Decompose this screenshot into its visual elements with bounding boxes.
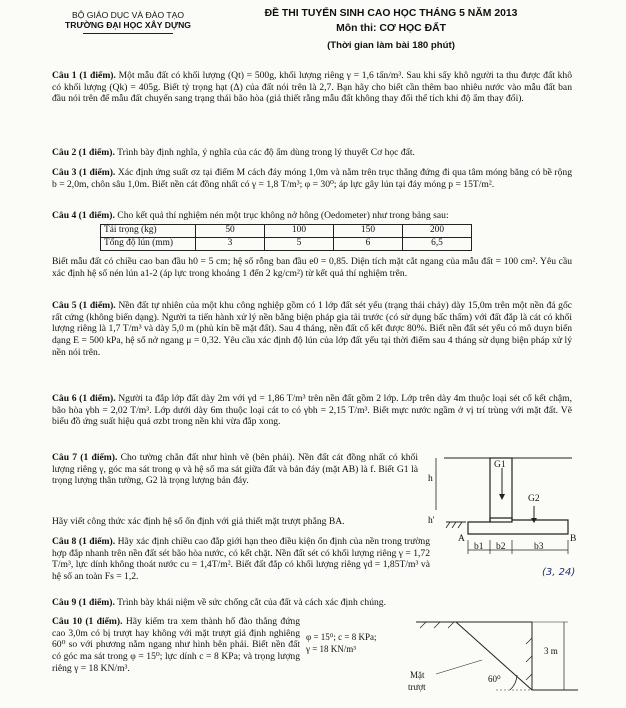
question-9 [52,597,572,609]
question-3 [52,167,572,190]
label-b2: b2 [496,542,506,552]
table-row [101,225,472,238]
table-cell: 5 [265,238,334,251]
header-rule [83,33,173,34]
question-label: Câu 9 (1 điểm). [52,597,115,608]
question-text: Hãy xác định chiều cao đắp giới hạn theo điều kiện ổn định của nền trong trường hợp đắp nhanh trên nền đất sét bão hòa nước, có kết chặt. Nền đất sét có khối lượng riêng γ = 1,72 T/m³, lực dính không thoát nước cu = 1,4T/m². Biết đất đắp có khối lượng riêng γd = 1,85T/m³ và hệ số an toàn Fs = 1,2. [52,536,430,583]
question-5 [52,300,572,359]
question-4-continued [52,256,572,279]
question-label: Câu 8 (1 điểm). [52,536,116,547]
question-text: Cho kết quả thí nghiệm nén một trục không nở hông (Oedometer) như trong bảng sau: [117,210,449,221]
question-text: Hãy kiểm tra xem thành hố đào thẳng đứng cao 3,0m có bị trượt hay không với mặt trượt giả định nghiêng 60⁰ so với phương nằm ngang như hình bên phải. Biết nền đất có góc ma sát trong φ = 15⁰; lực dính c = 8 KPa; và trọng lượng riêng γ = 18 KN/m³. [52,616,300,674]
label-h: h [428,474,433,484]
question-8 [52,536,430,583]
question-2 [52,147,572,159]
table-cell: 6,5 [403,238,472,251]
table-cell: 200 [403,225,472,238]
question-text: Cho tường chắn đất như hình vẽ (bên phải). Nền đất cát đồng nhất có khối lượng riêng γ, góc ma sát trong φ và hệ số ma sát giữa đất và bản đáy (mặt AB) là f. Biết G1 là trọng lượng thân tường, G2 là trọng lượng bản đáy. [52,452,419,487]
question-7 [52,452,418,487]
question-4 [52,210,572,222]
question-text: Người ta đắp lớp đất dày 2m với γd = 1,86 T/m³ trên nền đất gồm 2 lớp. Lớp trên dày 4m thuộc loại sét cố kết chậm, bão hòa γbh = 2,02 T/m³. Lớp dưới dày 6m thuộc loại cát to có γbh = 2,15 T/m³. Biết mực nước ngầm ở vị trí trùng với mặt đất. Vẽ biểu đồ ứng suất hiệu quả σzbt trong nền khi vừa đắp xong. [52,393,572,428]
label-h-prime: h' [428,516,435,526]
table-cell: 50 [196,225,265,238]
table-cell: 3 [196,238,265,251]
table-row [101,238,472,251]
question-label: Câu 5 (1 điểm). [52,300,116,311]
subject-title: Môn thi: CƠ HỌC ĐẤT [336,22,446,34]
excavation-params-1: φ = 15⁰; c = 8 KPa; [306,632,377,642]
slip-label-1: Mặt [410,670,425,680]
question-6 [52,393,572,428]
slip-label-2: trượt [408,682,426,692]
question-label: Câu 3 (1 điểm). [52,167,116,178]
ministry-name: BỘ GIÁO DỤC VÀ ĐÀO TẠO [71,10,185,20]
table-cell: Tổng độ lún (mm) [101,238,196,251]
question-label: Câu 7 (1 điểm). [52,452,118,463]
question-text: Trình bày khái niệm về sức chống cắt của đất và cách xác định chúng. [117,597,386,608]
label-b3: b3 [534,542,544,552]
question-label: Câu 4 (1 điểm). [52,210,115,221]
oedometer-table [100,224,472,251]
excavation-figure [306,612,580,704]
exam-title: ĐỀ THI TUYỂN SINH CAO HỌC THÁNG 5 NĂM 2013 [264,8,518,19]
excavation-drawing [306,612,580,704]
question-10 [52,616,300,675]
table-cell: 100 [265,225,334,238]
retaining-wall-figure [428,450,578,558]
angle-label: 60⁰ [488,674,501,684]
question-label: Câu 6 (1 điểm). [52,393,116,404]
question-label: Câu 1 (1 điểm). [52,70,116,81]
table-cell: Tải trọng (kg) [101,225,196,238]
question-7-continued [52,516,418,528]
height-label: 3 m [544,646,558,656]
question-text: Xác định ứng suất σz tại điểm M cách đáy móng 1,0m và nằm trên trục thẳng đứng đi qua tâm móng băng có bề rộng b = 2,0m, chôn sâu 1,0m. Biết nền cát đồng nhất có γ = 1,8 T/m³; φ = 30⁰; áp lực gây lún tại đáy móng p = 15T/m². [52,167,573,190]
label-g2: G2 [528,494,540,504]
university-name: TRƯỜNG ĐẠI HỌC XÂY DỰNG [65,20,191,31]
exam-duration: (Thời gian làm bài 180 phút) [327,40,455,52]
header-left [38,10,218,34]
question-label: Câu 10 (1 điểm). [52,616,123,627]
excavation-params-2: γ = 18 KN/m³ [306,644,357,654]
question-1 [52,70,572,105]
handwritten-note: (3, 24) [542,567,576,578]
question-text: Hãy viết công thức xác định hệ số ổn định với giả thiết mặt trượt phẳng BA. [52,516,345,527]
label-g1: G1 [494,460,506,470]
question-text: Biết mẫu đất có chiều cao ban đầu h0 = 5 cm; hệ số rỗng ban đầu e0 = 0,85. Diện tích mặt cắt ngang của mẫu đất = 100 cm². Yêu cầu xác định hệ số nén lún a1-2 (áp lực trong khoảng 1 đến 2 kg/cm²) từ kết quả thí nghiệm trên. [52,256,572,279]
question-text: Nền đất tự nhiên của một khu công nghiệp gồm có 1 lớp đất sét yếu (trạng thái chảy) dày 15,0m trên một nền đá gốc rất cứng (không biến dạng). Người ta tiến hành xử lý nền bằng biện pháp gia tải trước (có sử dụng bấc thấm) với đất đắp là cát có khối lượng riêng là 1,7 T/m³ và dày 5,0 m (phủ kín bề mặt đất). Sau 4 tháng, nền đất cố kết được 80%. Biết nền đất sét yếu có mô duyn biến dạng E = 500 kPa, hệ số nở ngang μ = 0,32. Yêu cầu xác định độ lún của lớp đất yếu tại thời điểm sau 4 tháng sử dụng biện pháp xử lý nền nói trên. [52,300,573,358]
label-b: B [570,534,577,544]
question-text: Trình bày định nghĩa, ý nghĩa của các độ ẩm dùng trong lý thuyết Cơ học đất. [117,147,415,158]
label-a: A [458,534,465,544]
table-cell: 6 [334,238,403,251]
header-right [226,8,556,52]
question-text: Một mẫu đất có khối lượng (Qt) = 500g, khối lượng riêng γ = 1,6 tấn/m³. Sau khi sấy khô người ta thu được đất khô có khối lượng (Qk) = 405g. Biết tỷ trọng hạt (Δ) của đất nói trên là 2,7. Bạn hãy cho biết cần thêm bao nhiêu nước vào mẫu đất ban đầu nói trên để mẫu đất chuyển sang trạng thái bão hòa (giả thiết rằng mẫu đất không thay đổi thể tích khi độ ẩm thay đổi). [52,70,572,105]
question-label: Câu 2 (1 điểm). [52,147,115,158]
label-b1: b1 [474,542,484,552]
table-cell: 150 [334,225,403,238]
